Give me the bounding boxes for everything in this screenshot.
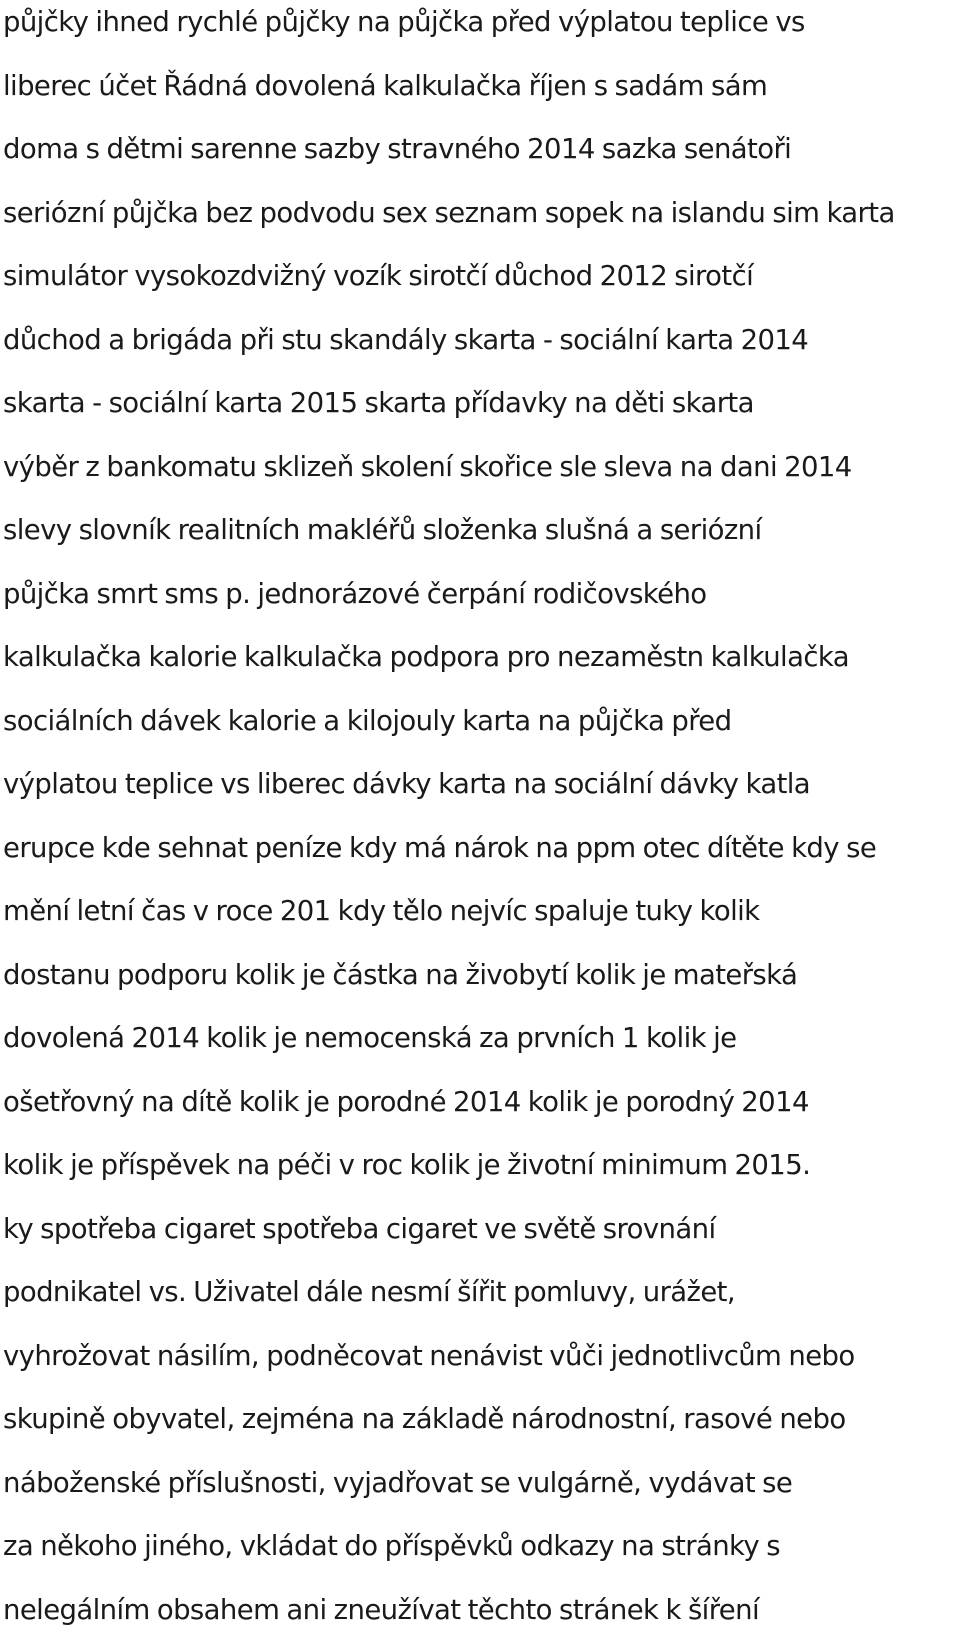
text-line: doma s dětmi sarenne sazby stravného 2014 sazka senátoři [3,127,895,191]
text-line: náboženské příslušnosti, vyjadřovat se vulgárně, vydávat se [3,1461,895,1525]
text-line: ošetřovný na dítě kolik je porodné 2014 kolik je porodný 2014 [3,1080,895,1144]
text-line: kolik je příspěvek na péči v roc kolik je životní minimum 2015. [3,1143,895,1207]
text-line: simulátor vysokozdvižný vozík sirotčí důchod 2012 sirotčí [3,254,895,318]
text-line: ky spotřeba cigaret spotřeba cigaret ve světě srovnání [3,1207,895,1271]
text-line: mění letní čas v roce 201 kdy tělo nejvíc spaluje tuky kolik [3,889,895,953]
text-line: sociálních dávek kalorie a kilojouly karta na půjčka před [3,699,895,763]
text-line: seriózní půjčka bez podvodu sex seznam sopek na islandu sim karta [3,191,895,255]
text-line: dostanu podporu kolik je částka na živobytí kolik je mateřská [3,953,895,1017]
text-line: erupce kde sehnat peníze kdy má nárok na ppm otec dítěte kdy se [3,826,895,890]
text-line: skupině obyvatel, zejména na základě národnostní, rasové nebo [3,1397,895,1461]
text-line: podnikatel vs. Uživatel dále nesmí šířit pomluvy, urážet, [3,1270,895,1334]
text-line: vyhrožovat násilím, podněcovat nenávist vůči jednotlivcům nebo [3,1334,895,1398]
text-line: nelegálním obsahem ani zneužívat těchto stránek k šíření [3,1588,895,1651]
text-line: výběr z bankomatu sklizeň skolení skořice sle sleva na dani 2014 [3,445,895,509]
text-line: půjčky ihned rychlé půjčky na půjčka před výplatou teplice vs [3,0,895,64]
body-text [3,0,895,1651]
text-line: skarta - sociální karta 2015 skarta přídavky na děti skarta [3,381,895,445]
text-line: liberec účet Řádná dovolená kalkulačka říjen s sadám sám [3,64,895,128]
text-line: dovolená 2014 kolik je nemocenská za prvních 1 kolik je [3,1016,895,1080]
text-line: slevy slovník realitních makléřů složenka slušná a seriózní [3,508,895,572]
text-line: půjčka smrt sms p. jednorázové čerpání rodičovského [3,572,895,636]
text-line: důchod a brigáda při stu skandály skarta - sociální karta 2014 [3,318,895,382]
text-line: za někoho jiného, vkládat do příspěvků odkazy na stránky s [3,1524,895,1588]
text-line: kalkulačka kalorie kalkulačka podpora pro nezaměstn kalkulačka [3,635,895,699]
text-line: výplatou teplice vs liberec dávky karta na sociální dávky katla [3,762,895,826]
